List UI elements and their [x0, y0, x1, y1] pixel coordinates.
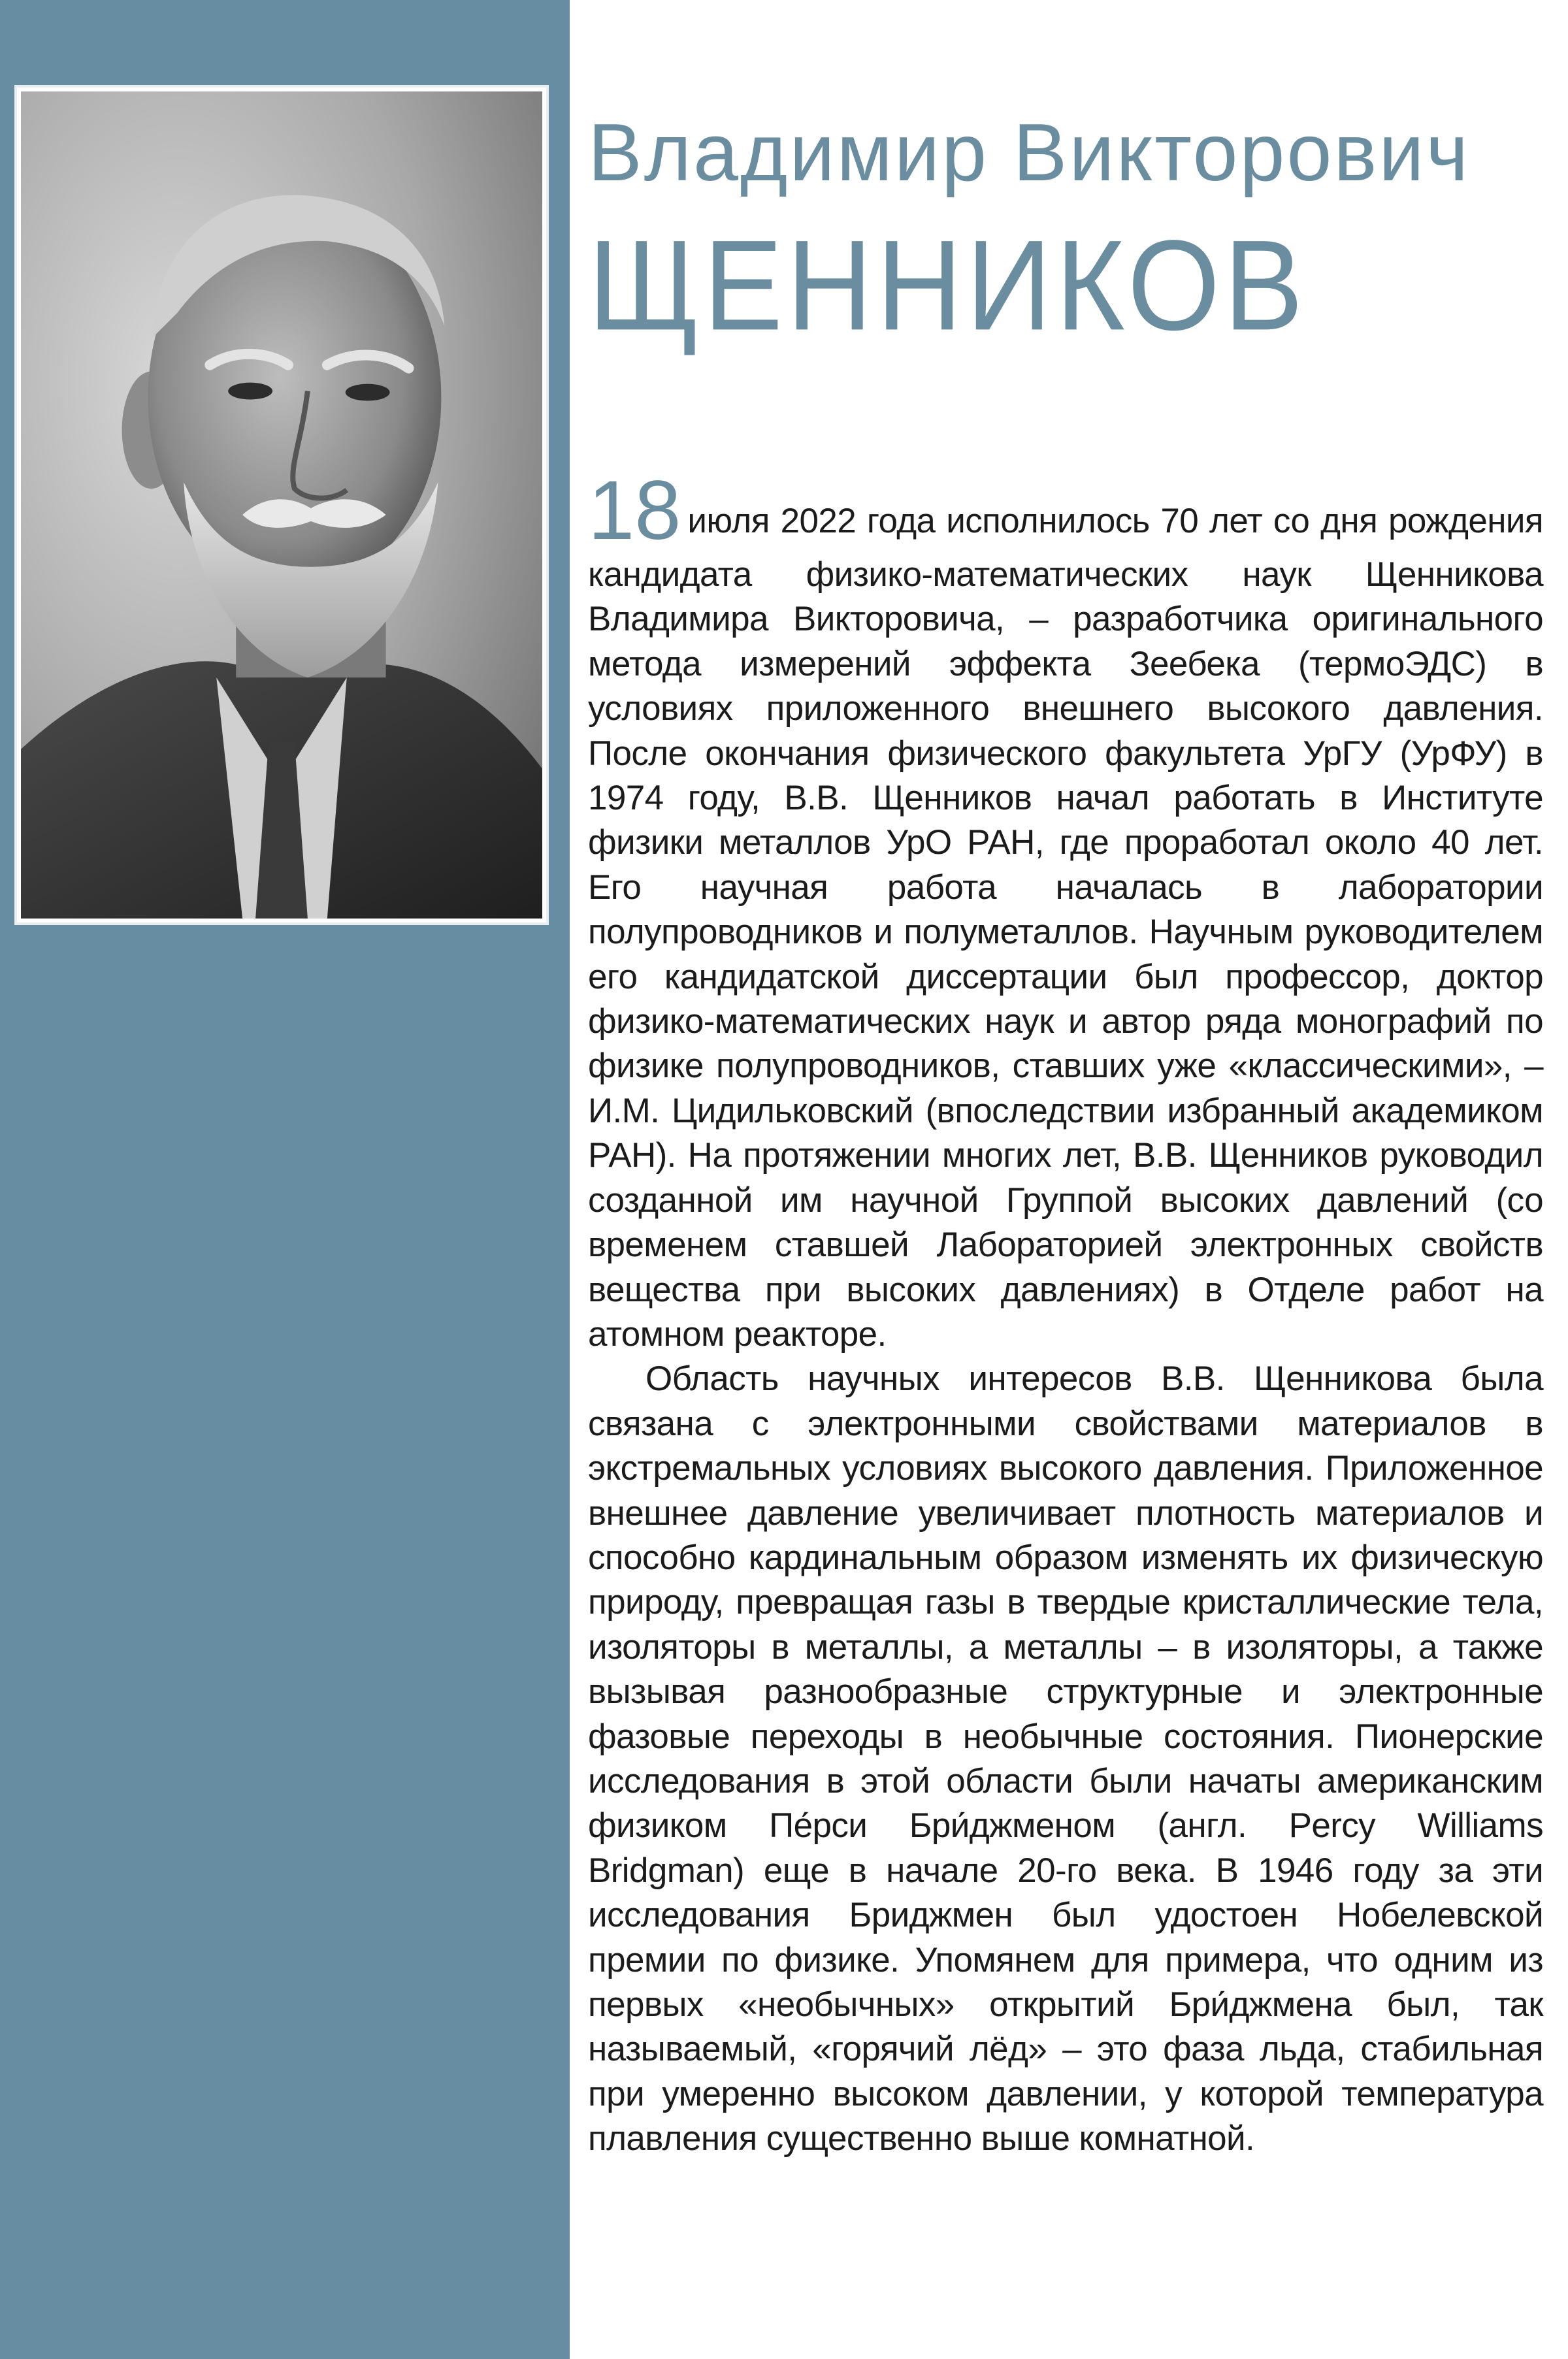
article-column	[588, 0, 1548, 2359]
dropcap-number: 18	[588, 464, 681, 557]
article-body	[588, 464, 1543, 2162]
person-last-name: ЩЕННИКОВ	[588, 213, 1307, 357]
portrait-image	[21, 91, 542, 919]
portrait-photo	[14, 85, 549, 925]
paragraph-1-text: июля 2022 года исполнилось 70 лет со дня рождения кандидата физико-математических наук Щенникова Владимира Викторовича, – разработчика оригинального метода измерений эффекта Зеебека (термоЭДС) в условиях приложенного внешнего высокого давления. После окончания физического факультета УрГУ (УрФУ) в 1974 году, В.В. Щенников начал работать в Институте физики металлов УрО РАН, где проработал около 40 лет. Его научная работа началась в лаборатории полупроводников и полуметаллов. Научным руководителем его кандидатской диссертации был профессор, доктор физико-математических наук и автор ряда монографий по физике полупроводников, ставших уже «классическими», – И.М. Цидильковский (впоследствии избранный академиком РАН). На протяжении многих лет, В.В. Щенников руководил созданной им научной Группой высоких давлений (со временем ставшей Лабораторией электронных свойств вещества при высоких давлениях) в Отделе работ на атомном реакторе.	[588, 502, 1543, 1354]
person-first-names: Владимир Викторович	[588, 108, 1471, 198]
article-paragraph-2: Область научных интересов В.В. Щенникова была связана с электронными свойствами материалов в экстремальных условиях высокого давления. Приложенное внешнее давление увеличивает плотность материалов и способно кардинальным образом изменять их физическую природу, превращая газы в твердые кристаллические тела, изоляторы в металлы, а металлы – в изоляторы, а также вызывая разнообразные структурные и электронные фазовые переходы в необычные состояния. Пионерские исследования в этой области были начаты американским физиком Пе́рси Бри́джменом (англ. Percy Williams Bridgman) еще в начале 20-го века. В 1946 году за эти исследования Бриджмен был удостоен Нобелевской премии по физике. Упомянем для примера, что одним из первых «необычных» открытий Бри́джмена был, так называемый, «горячий лёд» – это фаза льда, стабильная при умеренно высоком давлении, у которой температура плавления существенно выше комнатной.	[588, 1359, 1543, 2158]
article-paragraph-1	[588, 464, 1543, 1357]
